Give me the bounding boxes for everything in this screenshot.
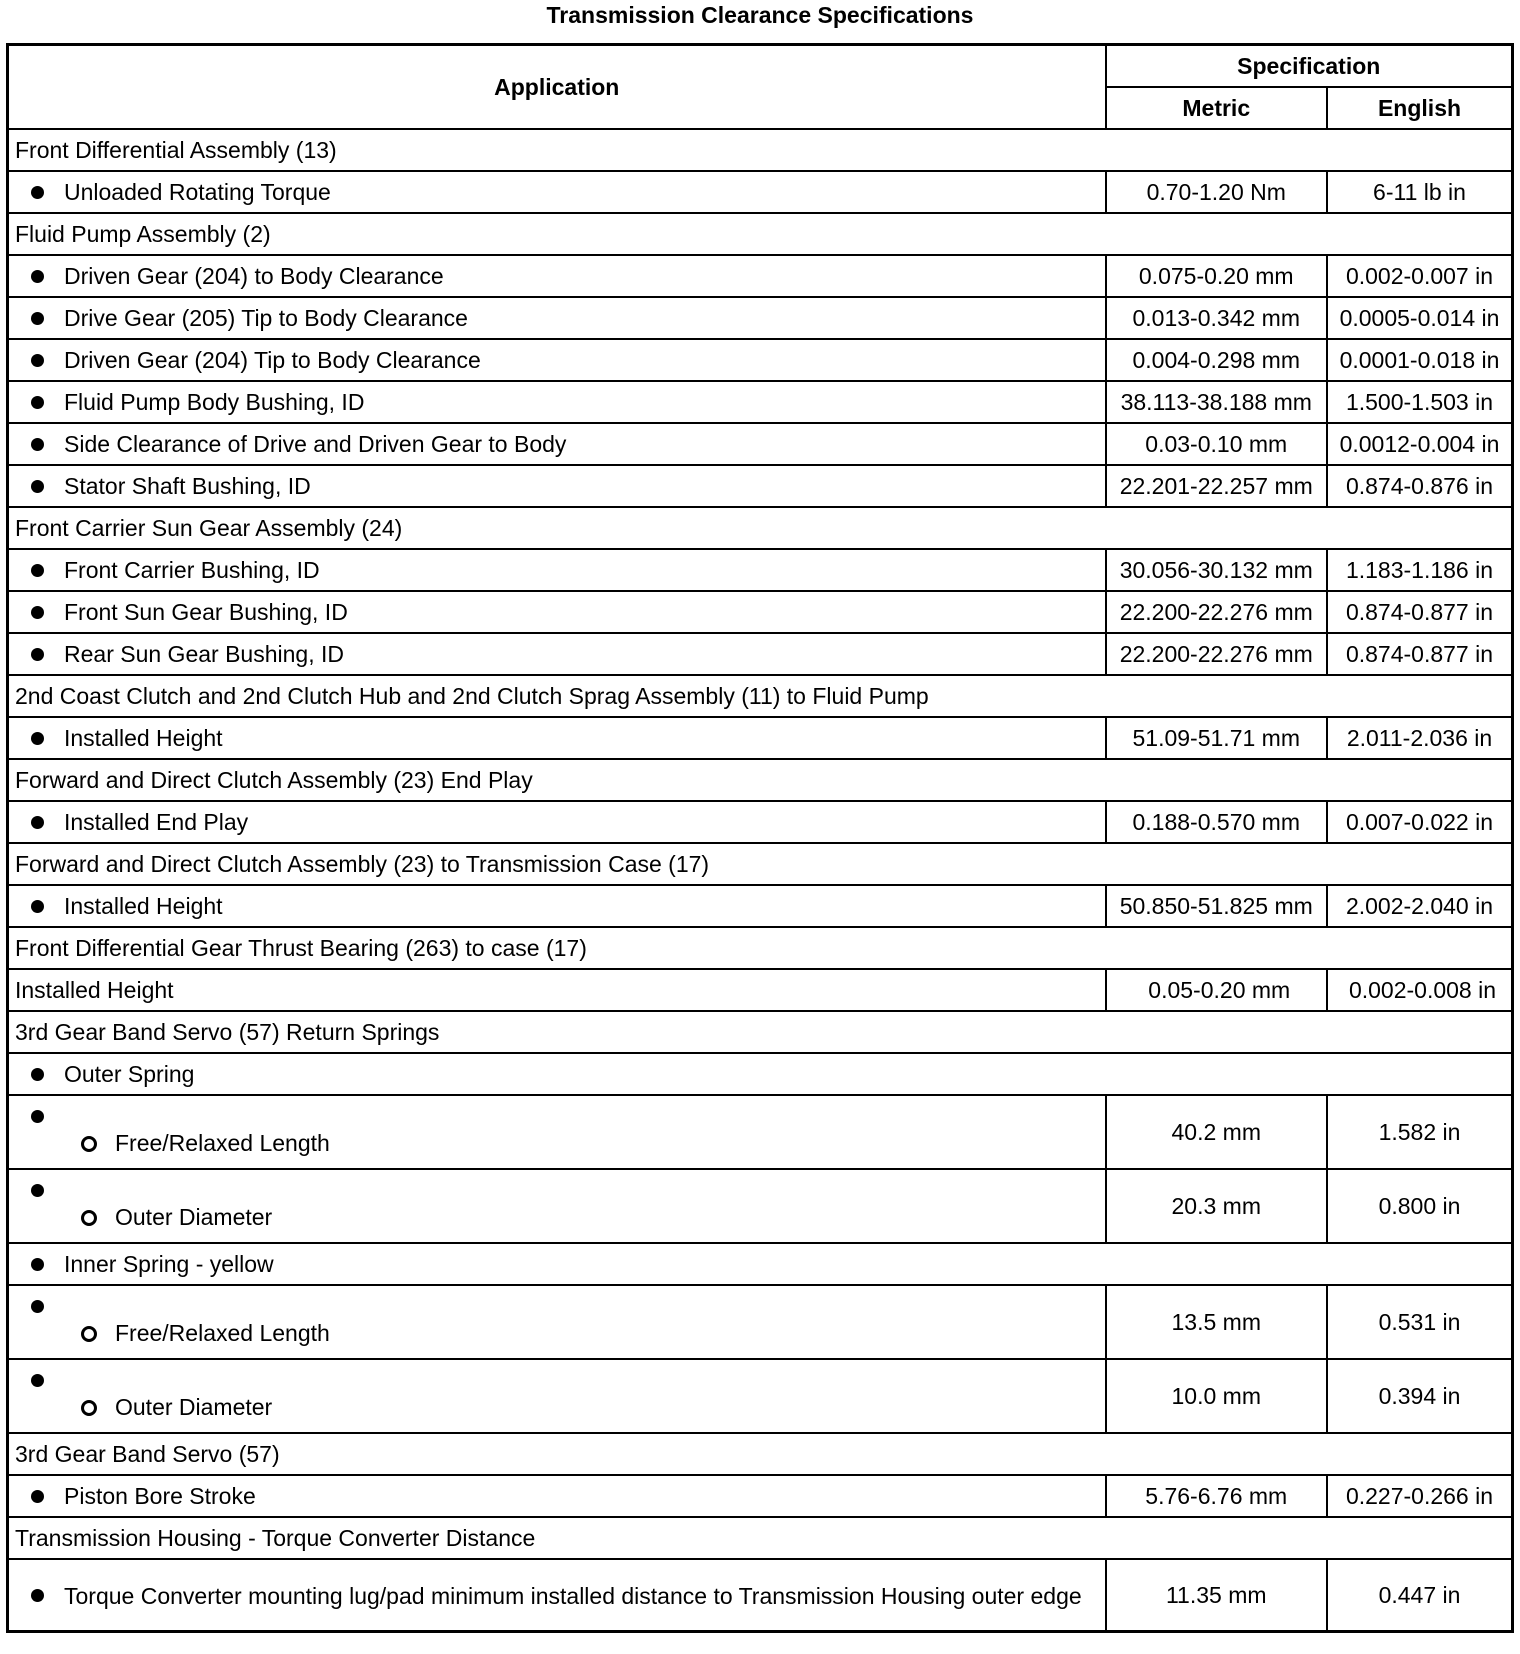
application-label: Outer Diameter <box>115 1394 273 1420</box>
bullet-icon <box>31 396 44 409</box>
table-row <box>8 1475 1513 1517</box>
application-label: Driven Gear (204) Tip to Body Clearance <box>64 346 481 373</box>
subsection-row <box>8 1243 1513 1285</box>
english-value: 0.874-0.876 in <box>1327 465 1513 507</box>
metric-value: 22.200-22.276 mm <box>1106 633 1328 675</box>
bullet-icon <box>31 1184 44 1197</box>
english-value: 1.582 in <box>1327 1095 1513 1169</box>
bullet-icon <box>31 186 44 199</box>
bullet-icon <box>31 564 44 577</box>
table-row <box>8 423 1513 465</box>
section-label: Transmission Housing - Torque Converter Distance <box>8 1517 1513 1559</box>
table-row <box>8 1169 1513 1243</box>
english-value: 0.874-0.877 in <box>1327 633 1513 675</box>
table-row <box>8 1095 1513 1169</box>
application-label: Installed Height <box>8 969 1106 1011</box>
section-label: 2nd Coast Clutch and 2nd Clutch Hub and 2nd Clutch Sprag Assembly (11) to Fluid Pump <box>8 675 1513 717</box>
application-label: Free/Relaxed Length <box>115 1130 330 1156</box>
header-english: English <box>1327 87 1513 129</box>
english-value: 0.007-0.022 in <box>1327 801 1513 843</box>
table-row <box>8 549 1513 591</box>
metric-value: 11.35 mm <box>1106 1559 1328 1632</box>
section-row <box>8 1011 1513 1053</box>
section-label: Forward and Direct Clutch Assembly (23) to Transmission Case (17) <box>8 843 1513 885</box>
metric-value: 0.70-1.20 Nm <box>1106 171 1328 213</box>
bullet-icon <box>31 732 44 745</box>
open-circle-bullet-icon <box>81 1326 97 1342</box>
application-label: Outer Diameter <box>115 1204 273 1230</box>
section-row <box>8 927 1513 969</box>
application-label: Installed Height <box>64 724 223 751</box>
application-label: Unloaded Rotating Torque <box>64 178 331 205</box>
section-label: 3rd Gear Band Servo (57) Return Springs <box>8 1011 1513 1053</box>
open-circle-bullet-icon <box>81 1210 97 1226</box>
header-specification: Specification <box>1106 45 1513 88</box>
bullet-icon <box>31 606 44 619</box>
section-row <box>8 759 1513 801</box>
spec-table-body <box>8 129 1513 1632</box>
metric-value: 0.05-0.20 mm <box>1106 969 1328 1011</box>
section-row <box>8 1517 1513 1559</box>
bullet-icon <box>31 1258 44 1271</box>
english-value: 0.0012-0.004 in <box>1327 423 1513 465</box>
section-label: 3rd Gear Band Servo (57) <box>8 1433 1513 1475</box>
bullet-icon <box>31 1490 44 1503</box>
application-label: Torque Converter mounting lug/pad minimum installed distance to Transmission Housing outer edge <box>64 1583 1082 1609</box>
metric-value: 0.03-0.10 mm <box>1106 423 1328 465</box>
english-value: 0.0001-0.018 in <box>1327 339 1513 381</box>
application-label: Rear Sun Gear Bushing, ID <box>64 640 344 667</box>
english-value: 0.002-0.008 in <box>1327 969 1513 1011</box>
metric-value: 10.0 mm <box>1106 1359 1328 1433</box>
english-value: 1.500-1.503 in <box>1327 381 1513 423</box>
application-label: Installed End Play <box>64 808 249 835</box>
bullet-icon <box>31 900 44 913</box>
table-row <box>8 465 1513 507</box>
spec-table <box>6 43 1514 1633</box>
bullet-icon <box>31 1068 44 1081</box>
section-row <box>8 129 1513 171</box>
bullet-icon <box>31 438 44 451</box>
metric-value: 20.3 mm <box>1106 1169 1328 1243</box>
application-label: Side Clearance of Drive and Driven Gear to Body <box>64 430 567 457</box>
open-circle-bullet-icon <box>81 1400 97 1416</box>
metric-value: 30.056-30.132 mm <box>1106 549 1328 591</box>
english-value: 0.800 in <box>1327 1169 1513 1243</box>
application-label: Front Sun Gear Bushing, ID <box>64 598 348 625</box>
bullet-icon <box>31 1589 44 1602</box>
table-row <box>8 255 1513 297</box>
application-label: Free/Relaxed Length <box>115 1320 330 1346</box>
open-circle-bullet-icon <box>81 1136 97 1152</box>
english-value: 1.183-1.186 in <box>1327 549 1513 591</box>
table-row <box>8 591 1513 633</box>
english-value: 0.447 in <box>1327 1559 1513 1632</box>
bullet-icon <box>31 354 44 367</box>
bullet-icon <box>31 1300 44 1313</box>
table-row <box>8 801 1513 843</box>
table-row <box>8 1359 1513 1433</box>
english-value: 6-11 lb in <box>1327 171 1513 213</box>
subsection-row <box>8 1053 1513 1095</box>
application-label: Installed Height <box>64 892 223 919</box>
table-title: Transmission Clearance Specifications <box>546 2 974 28</box>
section-row <box>8 843 1513 885</box>
metric-value: 0.013-0.342 mm <box>1106 297 1328 339</box>
metric-value: 40.2 mm <box>1106 1095 1328 1169</box>
bullet-icon <box>31 312 44 325</box>
bullet-icon <box>31 480 44 493</box>
metric-value: 0.004-0.298 mm <box>1106 339 1328 381</box>
table-row <box>8 1285 1513 1359</box>
metric-value: 13.5 mm <box>1106 1285 1328 1359</box>
bullet-icon <box>31 270 44 283</box>
section-row <box>8 1433 1513 1475</box>
metric-value: 22.201-22.257 mm <box>1106 465 1328 507</box>
bullet-icon <box>31 648 44 661</box>
metric-value: 38.113-38.188 mm <box>1106 381 1328 423</box>
metric-value: 5.76-6.76 mm <box>1106 1475 1328 1517</box>
subsection-label: Outer Spring <box>64 1060 195 1087</box>
english-value: 0.0005-0.014 in <box>1327 297 1513 339</box>
table-row <box>8 633 1513 675</box>
metric-value: 22.200-22.276 mm <box>1106 591 1328 633</box>
section-row <box>8 507 1513 549</box>
header-metric: Metric <box>1106 87 1328 129</box>
application-label: Drive Gear (205) Tip to Body Clearance <box>64 304 468 331</box>
table-row <box>8 717 1513 759</box>
english-value: 2.002-2.040 in <box>1327 885 1513 927</box>
table-row <box>8 297 1513 339</box>
english-value: 2.011-2.036 in <box>1327 717 1513 759</box>
table-row <box>8 885 1513 927</box>
bullet-icon <box>31 816 44 829</box>
metric-value: 0.188-0.570 mm <box>1106 801 1328 843</box>
english-value: 0.002-0.007 in <box>1327 255 1513 297</box>
table-row <box>8 339 1513 381</box>
metric-value: 51.09-51.71 mm <box>1106 717 1328 759</box>
bullet-icon <box>31 1374 44 1387</box>
section-label: Front Differential Gear Thrust Bearing (263) to case (17) <box>8 927 1513 969</box>
english-value: 0.874-0.877 in <box>1327 591 1513 633</box>
application-label: Stator Shaft Bushing, ID <box>64 472 311 499</box>
section-row <box>8 675 1513 717</box>
section-label: Front Differential Assembly (13) <box>8 129 1513 171</box>
header-application: Application <box>8 45 1106 130</box>
metric-value: 50.850-51.825 mm <box>1106 885 1328 927</box>
section-label: Forward and Direct Clutch Assembly (23) End Play <box>8 759 1513 801</box>
english-value: 0.394 in <box>1327 1359 1513 1433</box>
section-label: Fluid Pump Assembly (2) <box>8 213 1513 255</box>
application-label: Piston Bore Stroke <box>64 1482 256 1509</box>
metric-value: 0.075-0.20 mm <box>1106 255 1328 297</box>
table-row <box>8 969 1513 1011</box>
english-value: 0.531 in <box>1327 1285 1513 1359</box>
application-label: Front Carrier Bushing, ID <box>64 556 320 583</box>
table-row <box>8 381 1513 423</box>
english-value: 0.227-0.266 in <box>1327 1475 1513 1517</box>
application-label: Fluid Pump Body Bushing, ID <box>64 388 365 415</box>
section-row <box>8 213 1513 255</box>
section-label: Front Carrier Sun Gear Assembly (24) <box>8 507 1513 549</box>
subsection-label: Inner Spring - yellow <box>64 1250 274 1277</box>
bullet-icon <box>31 1110 44 1123</box>
application-label: Driven Gear (204) to Body Clearance <box>64 262 444 289</box>
table-row <box>8 171 1513 213</box>
table-row <box>8 1559 1513 1632</box>
